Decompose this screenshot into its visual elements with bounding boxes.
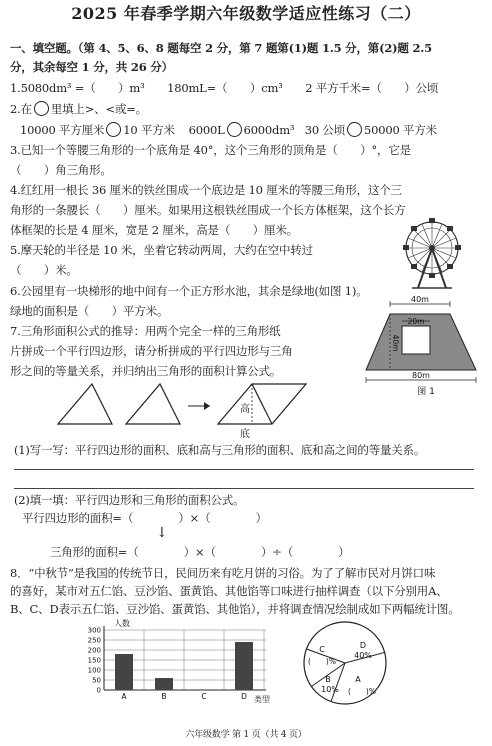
q2-prefix: 2.在: [10, 102, 32, 116]
question-7: 7.三角形面积公式的推导：用两个完全一样的三角形纸: [10, 324, 281, 338]
question-2: [10, 101, 147, 117]
down-arrow-icon: ↓: [156, 525, 168, 541]
question-8-cont: 的喜好，某市对五仁馅、豆沙馅、蛋黄馅、其他馅等口味进行抽样调查（以下分别用A、: [10, 584, 448, 598]
trapezoid-figure: [360, 296, 482, 396]
y-tick-label: 200: [87, 646, 101, 655]
triangle-formula: 三角形的面积=（ ）×（ ）÷（ ）: [50, 545, 350, 559]
question-5: 5.摩天轮的半径是 10 米，坐着它转动两周，大约在空中转过: [10, 243, 313, 257]
pie-value-B: 10%: [321, 685, 339, 694]
pie-value-C: ( )%: [308, 657, 336, 666]
y-tick-label: 300: [87, 626, 101, 635]
question-4: 4.红红用一根长 36 厘米的铁丝围成一个底边是 10 厘米的等腰三角形，这个三: [10, 183, 402, 197]
q2-suffix: 里填上>、<或=。: [50, 102, 147, 116]
q2-item: 6000L: [188, 123, 225, 137]
bar-A: [115, 654, 133, 690]
ferris-wheel-figure: [396, 218, 476, 292]
answer-circle[interactable]: [106, 122, 121, 137]
figure-caption: 图 1: [417, 387, 435, 397]
x-tick-label: C: [201, 692, 207, 701]
answer-circle[interactable]: [227, 122, 242, 137]
question-7-cont2: 形之间的等量关系，并归纳出三角形的面积计算公式。: [10, 364, 282, 378]
question-1: 1.5080dm³ =（ ）m³ 180mL=（ ）cm³ 2 平方千米=（ ）公顷: [10, 81, 439, 95]
answer-circle[interactable]: [34, 101, 49, 116]
x-tick-label: D: [241, 692, 247, 701]
pie-value-D: 40%: [354, 651, 372, 660]
question-3-cont: （ ）角三角形。: [10, 163, 112, 177]
x-tick-label: B: [161, 692, 167, 701]
page-title: 2025 年春季学期六年级数学适应性练习（二）: [71, 4, 421, 23]
label-height-gao: 高: [240, 404, 250, 415]
label-base-di: 底: [240, 429, 250, 440]
bar-chart-ylabel: 人数: [114, 619, 130, 628]
label-top-length: 40m: [411, 295, 429, 304]
triangle-derivation-figure: [50, 380, 310, 442]
q2-item: 6000dm³: [243, 123, 295, 137]
answer-circle[interactable]: [347, 122, 362, 137]
bar-chart-xlabel: 类型: [254, 695, 270, 704]
question-4-cont: 角形的一条腰长（ ）厘米。如果用这根铁丝围成一个长方体框架，这个长方: [10, 203, 406, 217]
section-heading-cont: 分，其余每空 1 分，共 26 分）: [10, 60, 173, 74]
y-tick-label: 100: [87, 666, 101, 675]
y-tick-label: 150: [87, 656, 101, 665]
x-tick-label: A: [121, 692, 127, 701]
bar-B: [155, 678, 173, 690]
question-5-cont: （ ）米。: [10, 263, 78, 277]
pie-value-A: ( )%: [348, 687, 376, 696]
page-footer: 六年级数学 第 1 页（共 4 页）: [185, 730, 307, 740]
q2-item: 10 平方米: [123, 123, 175, 137]
question-4-cont2: 体框架的长是 4 厘米，宽是 2 厘米，高是（ ）厘米。: [10, 223, 298, 237]
pie-label-B: B: [325, 675, 331, 684]
q2-item: 50000 平方米: [364, 123, 437, 137]
answer-line[interactable]: [14, 469, 474, 470]
label-height: 40m: [391, 334, 400, 352]
question-6: 6.公园里有一块梯形的地中间有一个正方形水池，其余是绿地(如图 1)。: [10, 284, 368, 298]
label-square-side: 20m: [407, 317, 425, 326]
question-3: 3.已知一个等腰三角形的一个底角是 40°，这个三角形的顶角是（ ）°，它是: [10, 143, 411, 157]
question-6-cont: 绿地的面积是（ ）平方米。: [10, 304, 169, 318]
section-heading: 一、填空题。（第 4、5、6、8 题每空 2 分，第 7 题第(1)题 1.5 分，第(2)题 2.5: [10, 41, 432, 55]
pie-label-C: C: [319, 645, 325, 654]
parallelogram-formula: 平行四边形的面积=（ ）×（ ）: [22, 511, 267, 525]
y-tick-label: 0: [96, 686, 101, 695]
q2-comparisons: [20, 122, 437, 138]
pie-label-D: D: [359, 641, 367, 650]
q2-item: 30 公顷: [304, 123, 345, 137]
answer-line[interactable]: [14, 488, 474, 489]
label-bottom-length: 80m: [412, 371, 430, 380]
question-8: 8．“中秋节”是我国的传统节日，民间历来有吃月饼的习俗。为了了解市民对月饼口味: [10, 566, 436, 580]
question-7-part1: (1)写一写：平行四边形的面积、底和高与三角形的面积、底和高之间的等量关系。: [14, 443, 426, 457]
question-8-cont2: B、C、D表示五仁馅、豆沙馅、蛋黄馅、其他馅），并将调查情况绘制成如下两幅统计图。: [10, 602, 460, 616]
q2-item: 10000 平方厘米: [20, 123, 105, 137]
pie-label-A: A: [355, 675, 361, 684]
question-7-part2: (2)填一填：平行四边形和三角形的面积公式。: [14, 493, 245, 507]
question-7-cont: 片拼成一个平行四边形，请分析拼成的平行四边形与三角: [10, 344, 293, 358]
y-tick-label: 250: [87, 636, 101, 645]
pie-chart: [300, 618, 390, 708]
y-tick-label: 50: [92, 676, 101, 685]
bar-D: [235, 642, 253, 690]
bar-chart: [76, 616, 286, 706]
